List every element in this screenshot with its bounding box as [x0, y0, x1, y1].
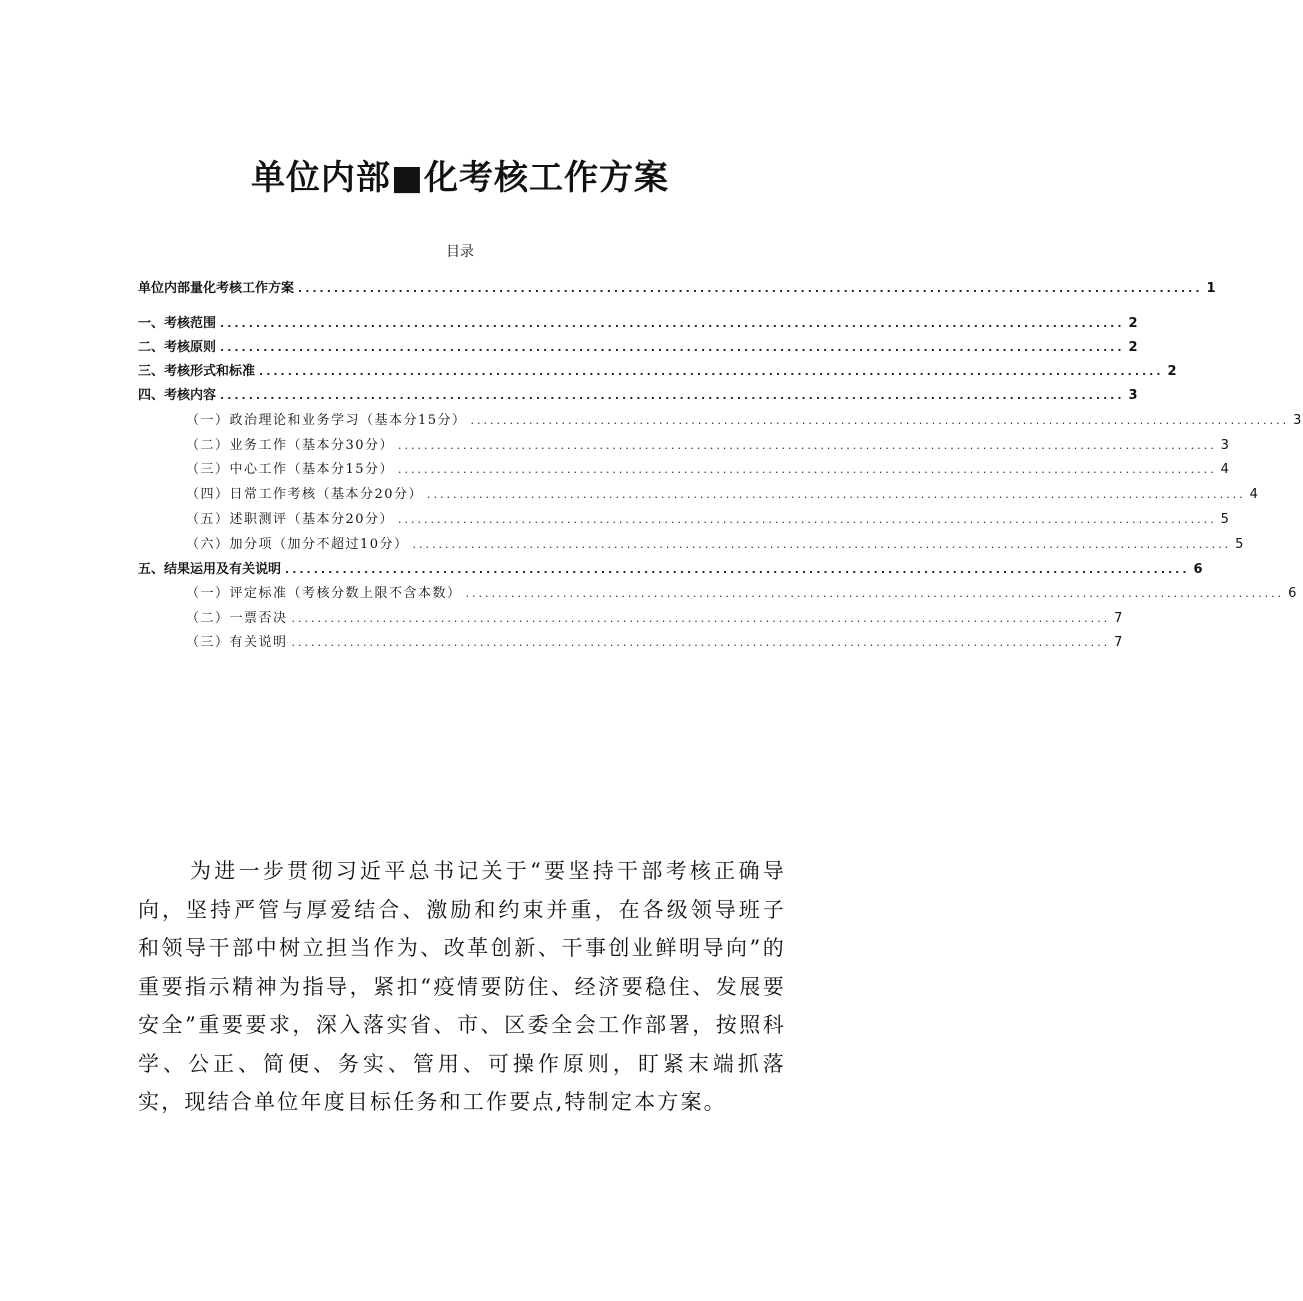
- toc-entry-page: 3: [1220, 438, 1231, 453]
- toc-entry[interactable]: [138, 337, 1138, 359]
- toc-entry[interactable]: [186, 509, 1231, 531]
- toc-leader-dots: ..............................................................................................................................: [285, 563, 1190, 576]
- toc-entry-page: 2: [1128, 340, 1138, 355]
- toc-leader-dots: ..............................................................................................................................: [291, 636, 1111, 649]
- toc-entry-page: 6: [1193, 562, 1203, 577]
- toc-entry-text: 单位内部量化考核工作方案: [138, 281, 295, 296]
- toc-entry-page: 5: [1235, 537, 1245, 552]
- toc-entry-text: （三）有关说明: [186, 635, 288, 650]
- toc-entry[interactable]: [186, 632, 1124, 654]
- toc-leader-dots: ..............................................................................................................................: [470, 414, 1290, 427]
- toc-entry[interactable]: [186, 534, 1245, 556]
- toc-entry-page: 7: [1114, 611, 1124, 626]
- toc-entry-text: （五）述职测评（基本分20分）: [186, 512, 395, 527]
- intro-paragraph: 为进一步贯彻习近平总书记关于“要坚持干部考核正确导向，坚持严管与厚爱结合、激励和约束并重，在各级领导班子和领导干部中树立担当作为、改革创新、干事创业鲜明导向”的重要指示精神为指导，紧扣“疫情要防住、经济要稳住、发展要安全”重要要求，深入落实省、市、区委全会工作部署，按照科学、公正、简便、务实、管用、可操作原则，盯紧末端抓落实，现结合单位年度目标任务和工作要点,特制定本方案。: [138, 859, 786, 1114]
- toc-entry-text: （二）业务工作（基本分30分）: [186, 438, 395, 453]
- toc-entry-page: 2: [1167, 364, 1177, 379]
- toc-entry-page: 5: [1220, 512, 1231, 527]
- toc-entry-page: 3: [1128, 388, 1138, 403]
- toc-entry-text: 二、考核原则: [138, 340, 217, 355]
- toc-entry[interactable]: [186, 583, 1298, 605]
- toc-leader-dots: ..............................................................................................................................: [412, 538, 1232, 551]
- toc-entry-page: 4: [1249, 487, 1260, 502]
- toc-entry-text: （一）政治理论和业务学习（基本分15分）: [186, 413, 467, 428]
- toc-entry[interactable]: [186, 410, 1303, 432]
- toc-leader-dots: ..............................................................................................................................: [398, 439, 1217, 452]
- toc-entry-page: 1: [1206, 281, 1216, 296]
- toc-entry-page: 6: [1288, 586, 1298, 601]
- toc-entry-text: （三）中心工作（基本分15分）: [186, 462, 395, 477]
- toc-heading: 目录: [446, 244, 474, 260]
- toc-leader-dots: ..............................................................................................................................: [398, 513, 1217, 526]
- toc-leader-dots: ..............................................................................................................................: [259, 365, 1164, 378]
- toc-entry[interactable]: [138, 385, 1138, 407]
- toc-entry[interactable]: [186, 459, 1231, 481]
- toc-leader-dots: ..............................................................................................................................: [427, 488, 1246, 501]
- toc-entry-text: 五、结果运用及有关说明: [138, 562, 282, 577]
- toc-entry-page: 2: [1128, 316, 1138, 331]
- toc-entry-page: 4: [1220, 462, 1231, 477]
- toc-entry[interactable]: [186, 435, 1231, 457]
- toc-entry-text: （六）加分项（加分不超过10分）: [186, 537, 409, 552]
- toc-entry[interactable]: [138, 278, 1216, 300]
- toc-entry[interactable]: [186, 608, 1124, 630]
- toc-entry[interactable]: [186, 484, 1260, 506]
- toc-entry-text: 一、考核范围: [138, 316, 217, 331]
- toc-entry-text: 四、考核内容: [138, 388, 217, 403]
- toc-leader-dots: ..............................................................................................................................: [220, 389, 1125, 402]
- toc-leader-dots: ..............................................................................................................................: [398, 463, 1217, 476]
- toc-leader-dots: ..............................................................................................................................: [298, 282, 1203, 295]
- toc-entry-page: 3: [1293, 413, 1303, 428]
- toc-leader-dots: ..............................................................................................................................: [220, 341, 1125, 354]
- toc-entry-text: （一）评定标准（考核分数上限不含本数）: [186, 586, 462, 601]
- toc-leader-dots: ..............................................................................................................................: [291, 612, 1111, 625]
- toc-leader-dots: ..............................................................................................................................: [465, 587, 1285, 600]
- toc-entry[interactable]: [138, 313, 1138, 335]
- toc-entry[interactable]: [138, 361, 1177, 383]
- toc-entry-text: （四）日常工作考核（基本分20分）: [186, 487, 424, 502]
- toc-leader-dots: ..............................................................................................................................: [220, 317, 1125, 330]
- toc-entry-page: 7: [1114, 635, 1124, 650]
- toc-entry[interactable]: [138, 559, 1203, 581]
- toc-entry-text: （二）一票否决: [186, 611, 288, 626]
- document-title: 单位内部■化考核工作方案: [250, 158, 670, 198]
- toc-entry-text: 三、考核形式和标准: [138, 364, 256, 379]
